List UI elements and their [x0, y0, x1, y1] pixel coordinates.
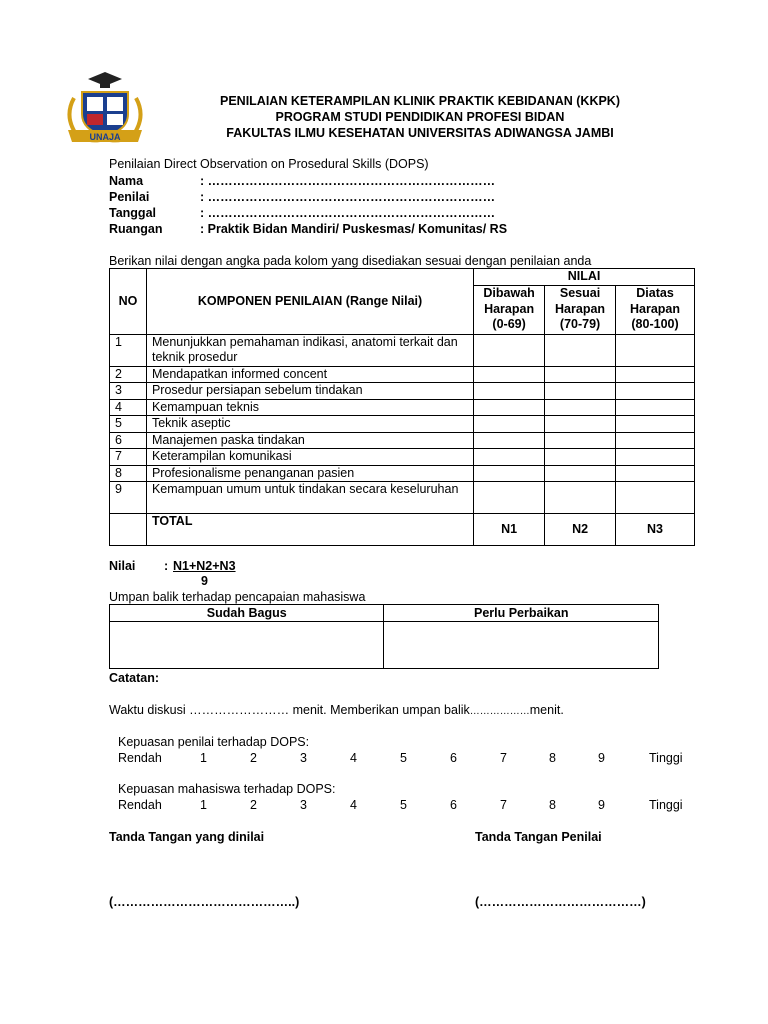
- score-cell[interactable]: [545, 465, 616, 482]
- score-cell[interactable]: [545, 383, 616, 400]
- table-row: [110, 383, 695, 400]
- catatan-label: Catatan:: [109, 671, 160, 685]
- row-komponen: Prosedur persiapan sebelum tindakan: [146, 383, 473, 400]
- row-komponen: Keterampilan komunikasi: [146, 449, 473, 466]
- logo-text: UNAJA: [89, 132, 121, 142]
- scale-option[interactable]: 1: [200, 798, 207, 812]
- header-line-3: FAKULTAS ILMU KESEHATAN UNIVERSITAS ADIWANGSA JAMBI: [226, 126, 614, 140]
- scale-low-label: Rendah: [118, 798, 162, 812]
- total-n3[interactable]: N3: [616, 514, 695, 546]
- score-cell[interactable]: [616, 383, 695, 400]
- scale-option[interactable]: 8: [549, 798, 556, 812]
- row-no: 5: [110, 416, 147, 433]
- col-header-sesuai: Sesuai Harapan (70-79): [545, 285, 616, 334]
- score-cell[interactable]: [545, 416, 616, 433]
- nilai-formula: N1+N2+N3: [173, 559, 236, 573]
- feedback-sudah-bagus-cell[interactable]: [110, 622, 384, 669]
- penilai-label: Penilai: [109, 190, 150, 204]
- table-row: [110, 449, 695, 466]
- scale-option[interactable]: 7: [500, 798, 507, 812]
- row-komponen: Kemampuan teknis: [146, 399, 473, 416]
- score-cell[interactable]: [616, 449, 695, 466]
- score-cell[interactable]: [616, 334, 695, 366]
- ruangan-label: Ruangan: [109, 222, 163, 236]
- score-cell[interactable]: [474, 383, 545, 400]
- waktu-menit-text: menit.: [529, 703, 564, 717]
- table-row: [110, 465, 695, 482]
- scale-option[interactable]: 5: [400, 798, 407, 812]
- header-line-1: PENILAIAN KETERAMPILAN KLINIK PRAKTIK KEBIDANAN (KKPK): [220, 94, 620, 108]
- scale-option[interactable]: 1: [200, 751, 207, 765]
- total-row: [110, 514, 695, 546]
- total-n2[interactable]: N2: [545, 514, 616, 546]
- score-cell[interactable]: [616, 366, 695, 383]
- scale-option[interactable]: 3: [300, 751, 307, 765]
- col-header-nilai: NILAI: [474, 269, 695, 286]
- row-komponen: Kemampuan umum untuk tindakan secara keseluruhan: [146, 482, 473, 514]
- university-logo: [60, 68, 150, 146]
- penilai-field: : ……………………………………………………………: [200, 190, 496, 204]
- row-no: 9: [110, 482, 147, 514]
- score-cell[interactable]: [545, 449, 616, 466]
- table-row: [110, 482, 695, 514]
- assessment-table: [109, 268, 695, 546]
- score-cell[interactable]: [545, 366, 616, 383]
- row-no: 1: [110, 334, 147, 366]
- table-row: [110, 416, 695, 433]
- score-cell[interactable]: [474, 465, 545, 482]
- instruction-text: Berikan nilai dengan angka pada kolom yang disediakan sesuai dengan penilaian anda: [109, 254, 592, 268]
- nilai-colon: :: [164, 559, 169, 573]
- score-cell[interactable]: [545, 399, 616, 416]
- table-row: [110, 432, 695, 449]
- scale-option[interactable]: 9: [598, 751, 605, 765]
- scale-option[interactable]: 5: [400, 751, 407, 765]
- feedback-col-perlu-perbaikan: Perlu Perbaikan: [384, 605, 659, 622]
- score-cell[interactable]: [474, 482, 545, 514]
- scale-high-label: Tinggi: [649, 751, 683, 765]
- kepuasan-mahasiswa-scale: [0, 798, 768, 814]
- score-cell[interactable]: [616, 399, 695, 416]
- tanggal-field: : ……………………………………………………………: [200, 206, 496, 220]
- row-no: 7: [110, 449, 147, 466]
- feedback-table: [109, 604, 659, 669]
- total-n1[interactable]: N1: [474, 514, 545, 546]
- row-komponen: Menunjukkan pemahaman indikasi, anatomi terkait dan teknik prosedur: [146, 334, 473, 366]
- row-komponen: Mendapatkan informed concent: [146, 366, 473, 383]
- waktu-diskusi-text: Waktu diskusi …………………… menit. Memberikan umpan balik: [109, 703, 470, 717]
- scale-option[interactable]: 3: [300, 798, 307, 812]
- scale-option[interactable]: 9: [598, 798, 605, 812]
- table-row: [110, 334, 695, 366]
- row-komponen: Profesionalisme penanganan pasien: [146, 465, 473, 482]
- scale-high-label: Tinggi: [649, 798, 683, 812]
- feedback-title: Umpan balik terhadap pencapaian mahasiswa: [109, 590, 366, 604]
- col-header-no: NO: [110, 269, 147, 335]
- score-cell[interactable]: [616, 416, 695, 433]
- signature-left-label: Tanda Tangan yang dinilai: [109, 830, 265, 844]
- score-cell[interactable]: [616, 432, 695, 449]
- score-cell[interactable]: [545, 482, 616, 514]
- form-subtitle: Penilaian Direct Observation on Prosedural Skills (DOPS): [109, 157, 429, 171]
- nama-field: : ……………………………………………………………: [200, 174, 496, 188]
- nama-label: Nama: [109, 174, 144, 188]
- row-komponen: Manajemen paska tindakan: [146, 432, 473, 449]
- score-cell[interactable]: [474, 366, 545, 383]
- feedback-col-sudah-bagus: Sudah Bagus: [110, 605, 384, 622]
- row-no: 3: [110, 383, 147, 400]
- row-komponen: Teknik aseptic: [146, 416, 473, 433]
- umpan-balik-dots: ………………: [469, 706, 530, 717]
- scale-option[interactable]: 7: [500, 751, 507, 765]
- scale-option[interactable]: 6: [450, 751, 457, 765]
- col-header-komponen: KOMPONEN PENILAIAN (Range Nilai): [146, 269, 473, 335]
- col-header-dibawah: Dibawah Harapan (0-69): [474, 285, 545, 334]
- feedback-perlu-perbaikan-cell[interactable]: [384, 622, 659, 669]
- nilai-divisor: 9: [201, 574, 208, 588]
- score-cell[interactable]: [616, 482, 695, 514]
- kepuasan-penilai-scale: [0, 751, 768, 767]
- scale-low-label: Rendah: [118, 751, 162, 765]
- row-no: 2: [110, 366, 147, 383]
- signature-right-line[interactable]: (…………………………………): [475, 895, 646, 909]
- score-cell[interactable]: [474, 416, 545, 433]
- scale-option[interactable]: 8: [549, 751, 556, 765]
- kepuasan-mahasiswa-title: Kepuasan mahasiswa terhadap DOPS:: [118, 782, 336, 796]
- signature-left-line[interactable]: (……………………………………..): [109, 895, 300, 909]
- scale-option[interactable]: 2: [250, 798, 257, 812]
- table-row: [110, 366, 695, 383]
- header-line-2: PROGRAM STUDI PENDIDIKAN PROFESI BIDAN: [275, 110, 565, 124]
- scale-option[interactable]: 4: [350, 751, 357, 765]
- total-label: TOTAL: [146, 514, 473, 546]
- nilai-label: Nilai: [109, 559, 136, 573]
- row-no: 4: [110, 399, 147, 416]
- scale-option[interactable]: 2: [250, 751, 257, 765]
- score-cell[interactable]: [474, 449, 545, 466]
- waktu-diskusi-line: [109, 703, 564, 717]
- row-no: 8: [110, 465, 147, 482]
- col-header-diatas: Diatas Harapan (80-100): [616, 285, 695, 334]
- score-cell[interactable]: [545, 334, 616, 366]
- kepuasan-penilai-title: Kepuasan penilai terhadap DOPS:: [118, 735, 310, 749]
- score-cell[interactable]: [474, 432, 545, 449]
- tanggal-label: Tanggal: [109, 206, 156, 220]
- scale-option[interactable]: 6: [450, 798, 457, 812]
- row-no: 6: [110, 432, 147, 449]
- score-cell[interactable]: [616, 465, 695, 482]
- score-cell[interactable]: [474, 399, 545, 416]
- score-cell[interactable]: [545, 432, 616, 449]
- table-row: [110, 399, 695, 416]
- ruangan-field: : Praktik Bidan Mandiri/ Puskesmas/ Komunitas/ RS: [200, 222, 508, 236]
- signature-right-label: Tanda Tangan Penilai: [475, 830, 602, 844]
- scale-option[interactable]: 4: [350, 798, 357, 812]
- score-cell[interactable]: [474, 334, 545, 366]
